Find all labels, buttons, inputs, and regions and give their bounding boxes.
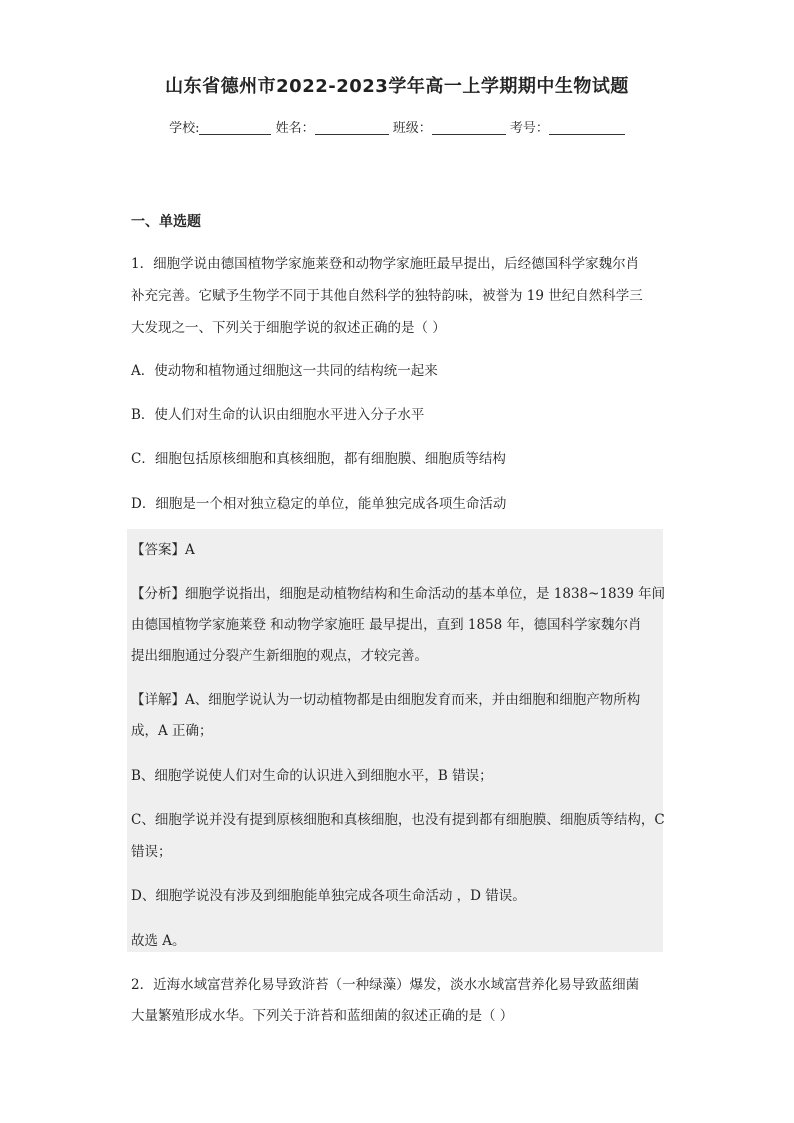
student-info-row [0,117,794,136]
name-blank [315,120,389,135]
class-label: 班级： [392,121,432,136]
q1-conclusion: 故选 A。 [131,933,186,949]
school-blank [199,120,271,135]
school-label: 学校: [169,121,200,136]
q1-detail-line: D、细胞学说没有涉及到细胞能单独完成各项生命活动 ，D 错误。 [131,888,526,904]
q1-detail-line: B、细胞学说使人们对生命的认识进入到细胞水平，B 错误； [131,768,493,784]
q1-detail-line: 【详解】A、细胞学说认为一切动植物都是由细胞发育而来，并由细胞和细胞产物所构 [131,692,641,708]
q1-detail-line: 成，A 正确； [131,723,213,739]
q1-option-c: C．细胞包括原核细胞和真核细胞，都有细胞膜、细胞质等结构 [131,451,506,467]
q1-analysis-line: 提出细胞通过分裂产生新细胞的观点，才较完善。 [131,648,428,664]
exam-number-blank [549,120,625,135]
q1-answer: 【答案】A [131,542,195,558]
exam-number-label: 考号： [509,121,549,136]
q1-stem-line: 大发现之一、下列关于细胞学说的叙述正确的是（ ） [131,320,446,336]
q1-analysis-line: 由德国植物学家施莱登 和动物学家施旺 最早提出，直到 1858 年，德国科学家魏尔肖 [131,617,642,633]
q2-stem-line: 2．近海水域富营养化易导致浒苔（一种绿藻）爆发，淡水水域富营养化易导致蓝细菌 [131,977,640,993]
q1-option-a: A．使动物和植物通过细胞这一共同的结构统一起来 [131,363,438,379]
q1-detail-line: 错误； [131,844,172,860]
q1-option-b: B．使人们对生命的认识由细胞水平进入分子水平 [131,407,425,423]
q1-analysis-line: 【分析】细胞学说指出，细胞是动植物结构和生命活动的基本单位，是 1838~1839 年间 [131,586,666,602]
q2-stem-line: 大量繁殖形成水华。下列关于浒苔和蓝细菌的叙述正确的是（ ） [131,1008,514,1024]
q1-stem-line: 补充完善。它赋予生物学不同于其他自然科学的独特韵味，被誉为 19 世纪自然科学三 [131,288,643,304]
name-label: 姓名： [275,121,315,136]
page-title: 山东省德州市2022-2023学年高一上学期期中生物试题 [165,76,629,97]
q1-option-d: D．细胞是一个相对独立稳定的单位，能单独完成各项生命活动 [131,496,507,512]
q1-stem-line: 1．细胞学说由德国植物学家施莱登和动物学家施旺最早提出，后经德国科学家魏尔肖 [131,256,640,272]
class-blank [432,120,506,135]
section-heading: 一、单选题 [131,214,201,230]
q1-detail-line: C、细胞学说并没有提到原核细胞和真核细胞，也没有提到都有细胞膜、细胞质等结构，C [131,812,665,828]
